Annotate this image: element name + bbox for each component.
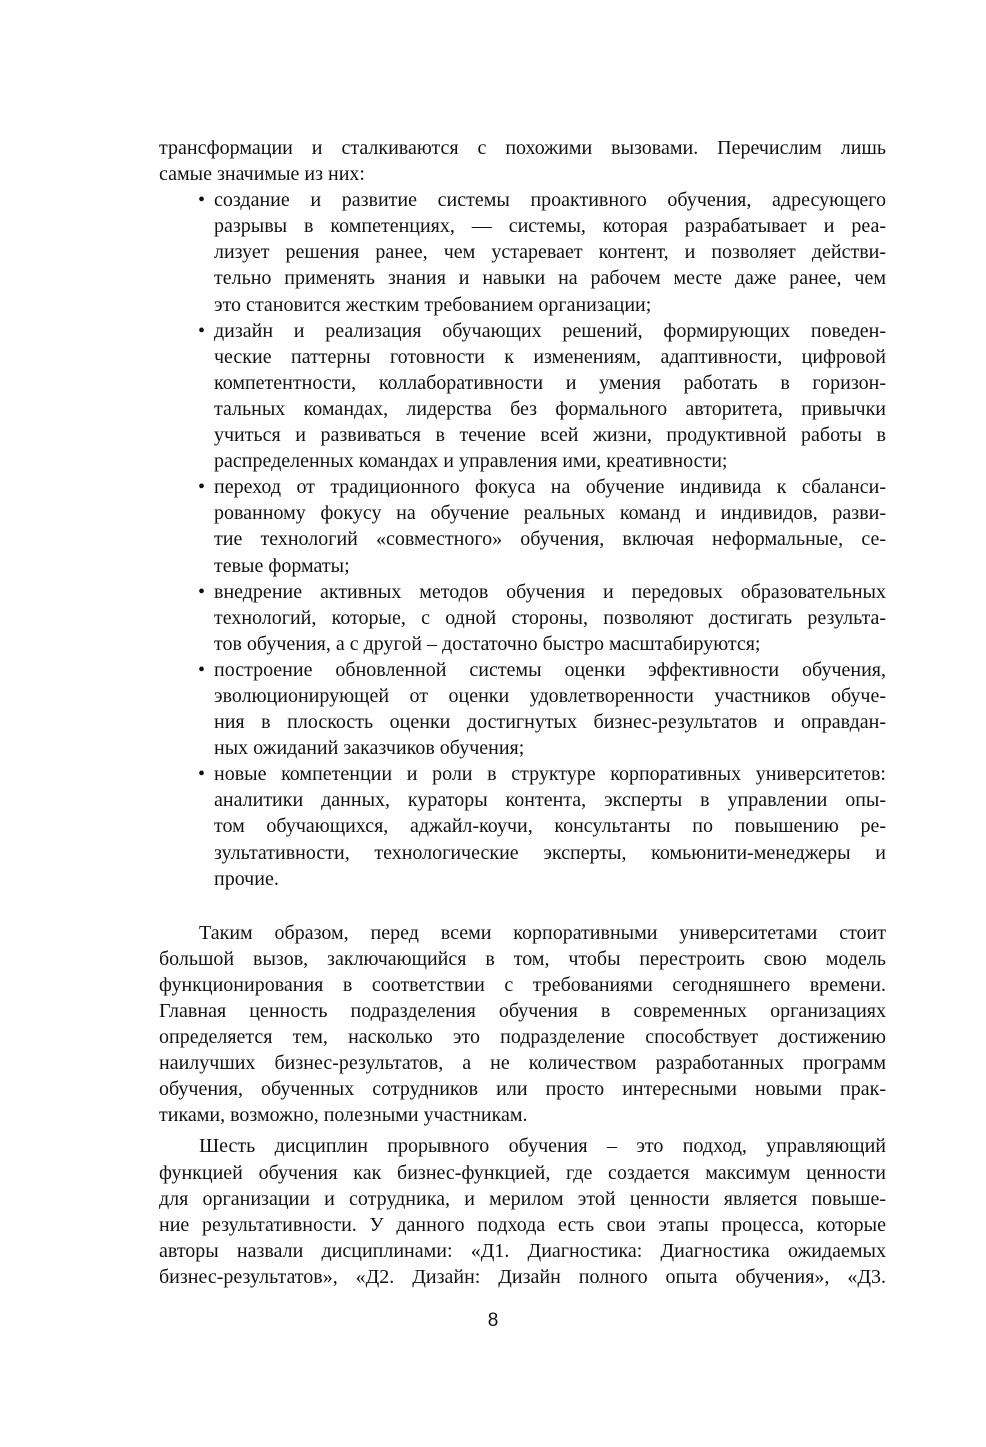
section-spacer [159, 892, 886, 920]
text-line: компетентности, коллаборативности и умения работать в горизон- [214, 371, 886, 394]
text-line: том обучающихся, аджайл-коучи, консультанты по повышению ре- [214, 815, 886, 838]
text-line: Шесть дисциплин прорывного обучения – это подход, управляющий [199, 1135, 886, 1158]
text-line: зультативности, технологические эксперты, комьюнити-менеджеры и [214, 841, 886, 864]
text-line: дизайн и реализация обучающих решений, формирующих поведен- [214, 319, 886, 342]
text-line: распределенных командах и управления ими, креативности; [214, 450, 728, 473]
bullet-icon: • [198, 319, 206, 342]
text-line: обучения, обученных сотрудников или просто интересными новыми прак- [159, 1078, 886, 1101]
bullet-item [159, 657, 886, 761]
bullet-item [159, 187, 886, 317]
text-line: лизует решения ранее, чем устаревает контент, и позволяет действи- [214, 241, 886, 264]
bullet-item [159, 474, 886, 578]
text-line: тов обучения, а с другой – достаточно быстро масштабируются; [214, 632, 761, 655]
text-line: бизнес-результатов», «Д2. Дизайн: Дизайн полного опыта обучения», «Д3. [159, 1265, 886, 1288]
text-line: самые значимые из них: [159, 163, 365, 186]
text-line: трансформации и сталкиваются с похожими вызовами. Перечислим лишь [159, 137, 886, 159]
text-line: создание и развитие системы проактивного обучения, адресующего [214, 189, 886, 212]
body-paragraph [159, 1133, 886, 1290]
text-line: новые компетенции и роли в структуре корпоративных университетов: [214, 763, 886, 786]
text-line: тельно применять знания и навыки на рабочем месте даже ранее, чем [214, 267, 886, 290]
text-line: прочие. [214, 867, 279, 890]
text-line: функционирования в соответствии с требованиями сегодняшнего времени. [159, 973, 886, 996]
text-line: тевые форматы; [214, 554, 350, 577]
text-line: эволюционирующей от оценки удовлетворенности участников обуче- [214, 684, 886, 707]
text-line: ческие паттерны готовности к изменениям, адаптивности, цифровой [214, 345, 886, 368]
text-line: ние результативности. У данного подхода есть свои этапы процесса, которые [159, 1213, 886, 1236]
text-line: это становится жестким требованием организации; [214, 293, 652, 316]
text-line: учиться и развиваться в течение всей жизни, продуктивной работы в [214, 424, 886, 447]
bullet-item [159, 579, 886, 657]
text-line: авторы назвали дисциплинами: «Д1. Диагностика: Диагностика ожидаемых [159, 1239, 886, 1262]
text-line: ных ожиданий заказчиков обучения; [214, 737, 525, 760]
text-line: разрывы в компетенциях, — системы, которая разрабатывает и реа- [214, 215, 886, 238]
text-line: построение обновленной системы оценки эффективности обучения, [214, 658, 886, 681]
text-line: наилучших бизнес-результатов, а не количеством разработанных программ [159, 1052, 886, 1075]
bullet-icon: • [198, 580, 206, 603]
text-line: Главная ценность подразделения обучения в современных организациях [159, 1000, 886, 1022]
bullet-icon: • [198, 476, 206, 499]
intro-paragraph [159, 135, 886, 187]
text-line: для организации и сотрудника, и мерилом этой ценности является повыше- [159, 1187, 886, 1210]
text-line: ния в плоскость оценки достигнутых бизнес-результатов и оправдан- [214, 711, 886, 734]
text-line: внедрение активных методов обучения и передовых образовательных [214, 580, 886, 603]
text-line: переход от традиционного фокуса на обучение индивида к сбаланси- [214, 476, 886, 499]
text-line: технологий, которые, с одной стороны, позволяют достигать результа- [214, 606, 886, 629]
bullet-item [159, 761, 886, 891]
text-line: тальных командах, лидерства без формального авторитета, привычки [214, 397, 886, 420]
bullet-icon: • [198, 189, 206, 212]
text-line: Таким образом, перед всеми корпоративными университетами стоит [199, 921, 886, 944]
bullet-item [159, 318, 886, 475]
bullet-icon: • [198, 763, 206, 786]
text-line: определяется тем, насколько это подразделение способствует достижению [159, 1026, 886, 1049]
body-paragraph [159, 920, 886, 1129]
text-line: большой вызов, заключающийся в том, чтобы перестроить свою модель [159, 947, 886, 970]
text-line: тие технологий «совместного» обучения, включая неформальные, се- [214, 528, 886, 551]
page-number: 8 [487, 1310, 499, 1331]
text-line: аналитики данных, кураторы контента, эксперты в управлении опы- [214, 789, 886, 812]
page-body [159, 135, 886, 1290]
text-line: тиками, возможно, полезными участникам. [159, 1104, 528, 1127]
bullet-icon: • [198, 658, 206, 681]
text-line: рованному фокусу на обучение реальных команд и индивидов, разви- [214, 502, 886, 525]
text-line: функцией обучения как бизнес-функцией, где создается максимум ценности [159, 1161, 886, 1184]
